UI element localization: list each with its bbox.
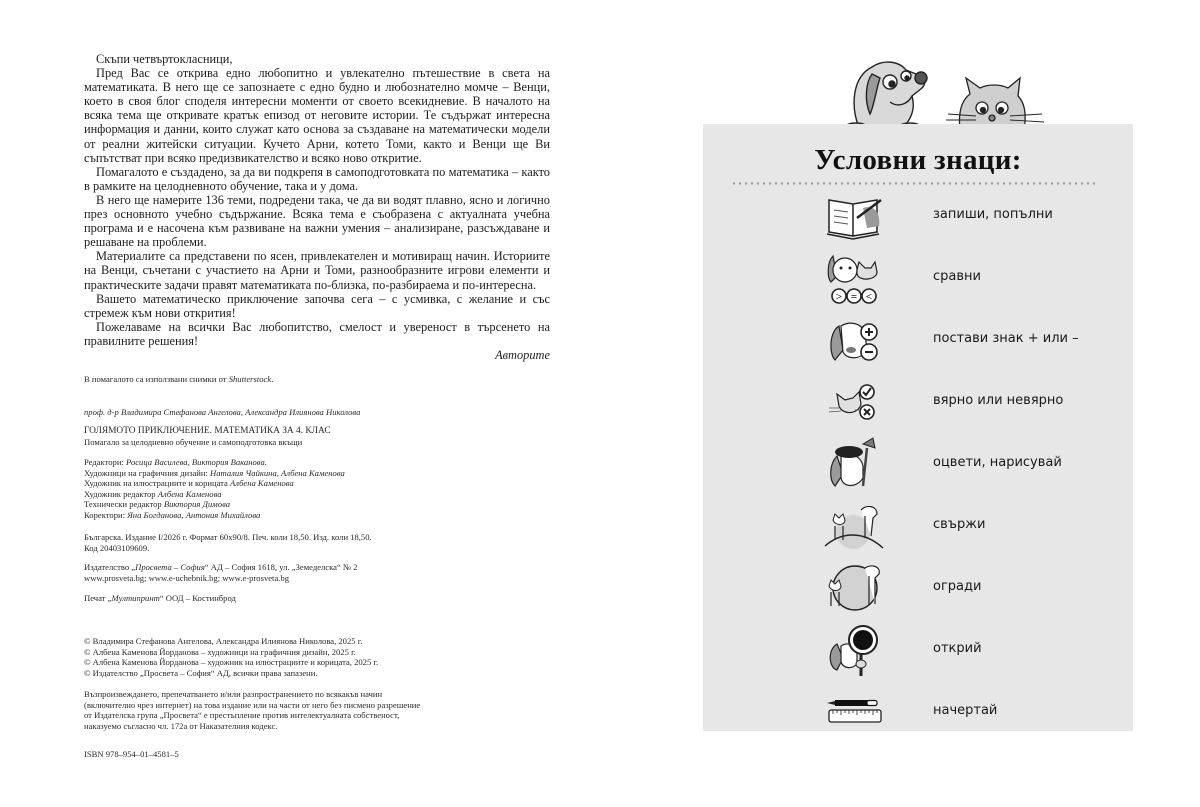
staff-role: Художник на илюстрациите и корицата [84,478,230,489]
staff-names: Росица Василева, Виктория Ваканова. [126,457,267,467]
intro-paragraph: Пожелаваме на всички Вас любопитство, смелост и увереност в търсенето на правилните решения! [84,319,550,348]
dog-mascot-icon [844,62,927,132]
staff-line [84,499,504,510]
staff-line [84,457,504,468]
staff-line [84,489,504,500]
legend-label: начертай [933,703,998,718]
greeting: Скъпи четвъртокласници, [96,52,233,66]
publisher-info [84,562,504,583]
publisher-websites[interactable]: www.prosveta.bg; www.e-uchebnik.bg; www.e-prosveta.bg [84,572,290,583]
authors-block [84,407,504,418]
magnifier-icon [823,620,887,680]
printer-prefix: Печат „ [84,593,112,603]
staff-role: Технически редактор [84,499,164,510]
legend-panel [703,124,1133,731]
staff-line [84,468,504,479]
legend-item [813,372,1123,432]
staff-role: Художници на графичния дизайн: [84,467,211,478]
svg-text:>: > [835,291,843,303]
legend-label: вярно или невярно [933,393,1064,408]
legend-item [813,620,1123,680]
mascots-illustration [820,52,1050,132]
staff-names: Албена Каменова [157,488,222,499]
legal-line: (включително чрез интернет) на това издание или на части от него без писмено разрешение [84,699,421,710]
staff-line [84,510,504,521]
photo-source: Shutterstock [228,374,272,384]
legend-label: огради [933,579,982,594]
copyright-line: © Албена Каменова Йорданова – художници на графичния дизайн, 2025 г. [84,646,356,657]
isbn-block [84,749,504,760]
staff-line [84,478,504,489]
legend-item [813,682,1123,742]
staff-credits [84,457,504,521]
legend-label: постави знак + или – [933,331,1079,346]
staff-names: Яна Богданова, Антония Михайлова [127,509,261,520]
edition-info [84,532,504,553]
legal-line: наказуемо съгласно чл. 172а от Наказателния кодекс. [84,720,278,731]
intro-paragraph: В него ще намерите 136 теми, подредени така, че да ви водят плавно, ясно и логично през основното учебно съдържание. Всяка тема е съобразена с актуалната учебна програма и е насочена към развиване на важни умения – анализиране, разсъждаване и решаване на проблеми. [84,192,550,250]
legal-line: от Издателска група „Просвета“ е престъпление против интелектуалната собственост, [84,710,400,721]
compare-icon [823,248,887,308]
intro-paragraph: Материалите са представени по ясен, привлекателен и мотивиращ начин. Историите на Венци, съчетани с участието на Арни и Томи, разнообразните игрови елементи и практическите задачи правят математиката по-близка, по-разбираема и по-интересна. [84,249,550,292]
legend-title: Условни знаци: [814,144,1022,176]
legend-label: открий [933,641,982,656]
signature: Авторите [495,347,550,362]
intro-letter [84,52,550,362]
legend-item [813,186,1123,246]
legend-label: оцвети, нарисувай [933,455,1062,470]
legend-item [813,496,1123,556]
publisher-address: “ АД – София 1618, ул. „Земеделска“ № 2 [204,562,358,572]
photo-credit-text: В помагалото са използвани снимки от [84,374,229,384]
book-pen-icon [823,186,887,246]
check-cross-icon [823,372,887,432]
staff-names: Наталия Чайкина, Албена Каменова [210,467,345,478]
publisher-name: Просвета – София [135,562,205,572]
plus-minus-icon [823,310,887,370]
copyright-block [84,636,504,678]
legend-item [813,434,1123,494]
svg-text:=: = [850,291,858,303]
legend-label: сравни [933,269,981,284]
copyright-line: © Албена Каменова Йорданова – художник на илюстрациите и корицата, 2025 г. [84,657,379,668]
intro-paragraph: Помагалото е създадено, за да ви подкрепя в самоподготовката по математика – както в рамките на целодневното обучение, така и у дома. [84,164,550,193]
legend-label: запиши, попълни [933,207,1053,222]
authors: проф. д-р Владимира Стефанова Ангелова, Александра Илиянова Николова [84,407,361,417]
printer-info [84,593,504,604]
photo-credit [84,374,504,385]
intro-paragraph: Вашето математическо приключение започва сега – с усмивка, с желание и със стремеж към нови открития! [84,291,550,320]
svg-text:<: < [865,291,873,303]
dotted-divider [731,182,1095,185]
photo-credit-end: . [271,374,274,384]
ruler-pencil-icon [823,682,887,742]
printer-location: “ ООД – Костинброд [159,593,236,603]
book-title-block [84,426,504,447]
edition-code: Код 20403109609. [84,542,150,553]
printer-name: Мултипринт [111,593,160,603]
edition-line: Българска. Издание I/2026 г. Формат 60х90/8. Печ. коли 18,50. Изд. коли 18,50. [84,532,372,542]
staff-names: Виктория Димова [163,499,231,510]
paintbrush-icon [823,434,887,494]
legend-item [813,310,1123,370]
staff-role: Редактори: [84,457,126,467]
connect-rope-icon [823,496,887,556]
legend-item [813,558,1123,618]
staff-names: Албена Каменова [229,478,294,489]
intro-paragraph: Пред Вас се открива едно любопитно и увлекателно пътешествие в света на математиката. В него ще се запознаете с едно будно и любознателно момче – Венци, което в своя блог споделя интересни моменти от своето всекидневие. В началото на всяка тема ще откривате кратък епизод от неговите истории. Те съдържат интересна информация и данни, които служат като основа за създаване на математически модели от реални житейски ситуации. Кучето Арни, котето Томи, както и Венци ще Ви съпътстват при всяко предизвикателство и всяко ново откритие. [84,66,550,165]
legal-line: Възпроизвеждането, препечатването и/или разпространението по всякакъв начин [84,689,383,699]
copyright-line: © Издателство „Просвета – София“ АД, всички права запазени. [84,667,318,678]
publisher-prefix: Издателство „ [84,562,136,572]
isbn: ISBN 978–954–01–4581–5 [84,749,179,759]
legend-label: свържи [933,517,986,532]
book-title: ГОЛЯМОТО ПРИКЛЮЧЕНИЕ. МАТЕМАТИКА ЗА 4. КЛАС [84,426,331,436]
book-subtitle: Помагало за целодневно обучение и самоподготовка вкъщи [84,436,303,447]
legal-notice [84,689,504,731]
circle-around-icon [823,558,887,618]
copyright-line: © Владимира Стефанова Ангелова, Александра Илиянова Николова, 2025 г. [84,636,363,646]
legend-item [813,248,1123,308]
staff-role: Художник редактор [84,488,158,499]
staff-role: Коректори: [84,509,128,520]
